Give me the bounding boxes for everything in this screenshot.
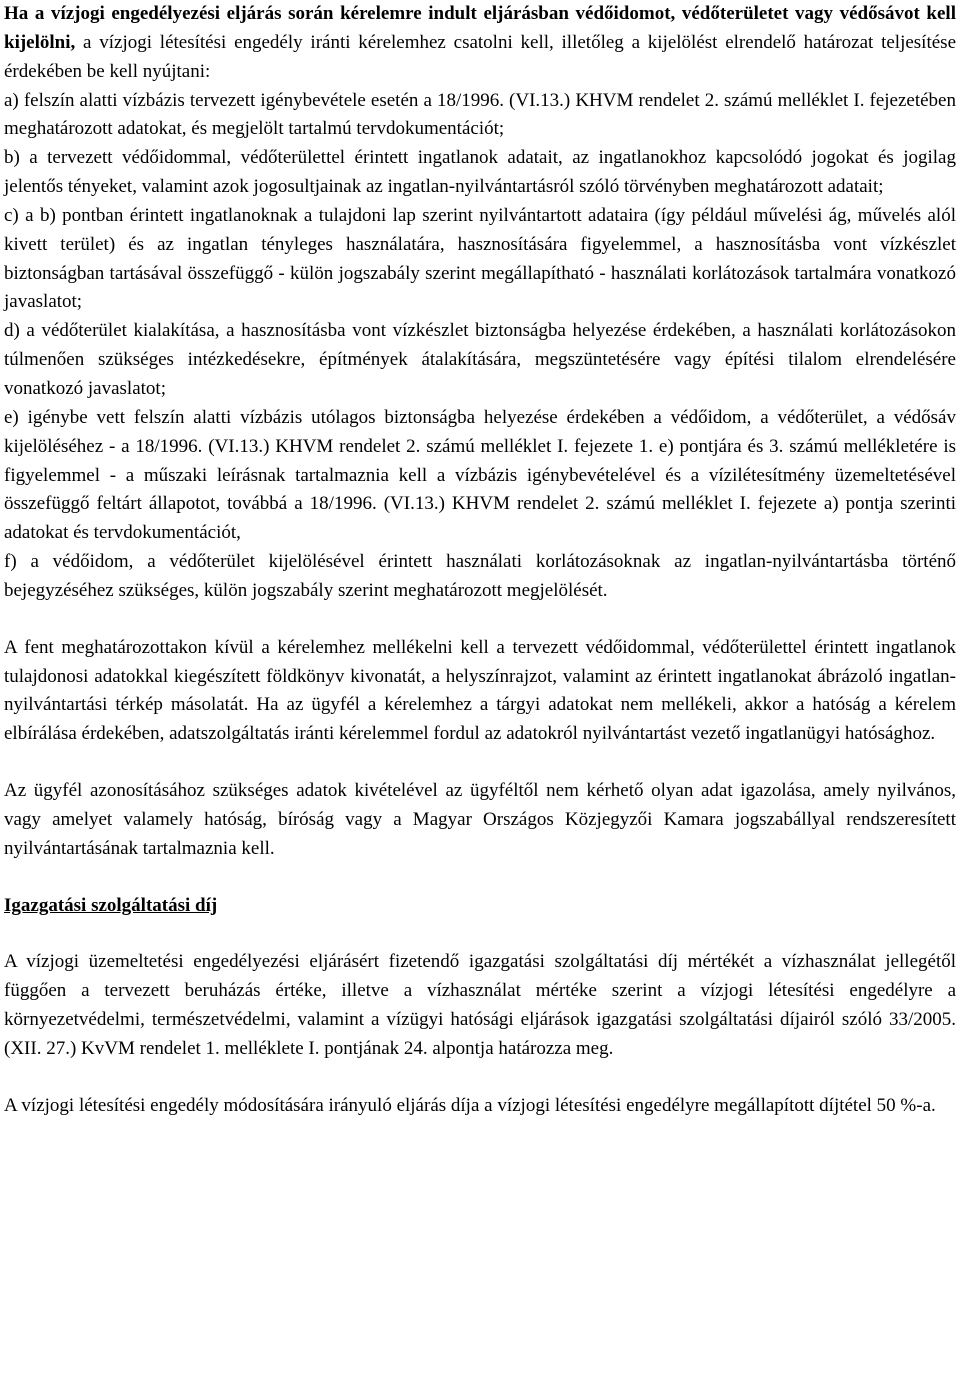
- section-heading: Igazgatási szolgáltatási díj: [4, 894, 218, 916]
- list-item-e: e) igénybe vett felszín alatti vízbázis utólagos biztonságba helyezése érdekében a védőidom, a védőterület, a védősáv kijelöléséhez - a 18/1996. (VI.13.) KHVM rendelet 2. számú melléklet I. fejezete 1. e) pontjára és 3. számú mellékletére is figyelemmel - a műszaki leírásnak tartalmaznia kell a vízbázis igénybevételével és a vízilétesítmény üzemeltetésével összefüggő feltárt állapotot, továbbá a 18/1996. (VI.13.) KHVM rendelet 2. számú melléklet I. fejezete a) pontja szerinti adatokat és tervdokumentációt,: [4, 406, 956, 544]
- document-body: [4, 0, 956, 1121]
- list-item-d: d) a védőterület kialakítása, a hasznosításba vont vízkészlet biztonságba helyezése érdekében, a használati korlátozásokon túlmenően szükséges intézkedésekre, építmények átalakítására, megszüntetésére vagy építési tilalom elrendelésére vonatkozó javaslatot;: [4, 320, 956, 399]
- client-identification-paragraph: Az ügyfél azonosításához szükséges adatok kivételével az ügyféltől nem kérhető olyan adat igazolása, amely nyilvános, vagy amelyet valamely hatóság, bíróság vagy a Magyar Országos Közjegyzői Kamara jogszabállyal rendszeresített nyilvántartásának tartalmaznia kell.: [4, 780, 956, 859]
- intro-bold-text: Ha a vízjogi engedélyezési eljárás során kérelemre indult eljárásban védőidomot, védőterületet vagy védősávot kell kijelölni,: [4, 3, 956, 53]
- attachments-paragraph: A fent meghatározottakon kívül a kérelemhez mellékelni kell a tervezett védőidommal, védőterülettel érintett ingatlanok tulajdonosi adatokkal kiegészített földkönyv kivonatát, a helyszínrajzot, valamint az érintett ingatlanokat ábrázoló ingatlan-nyilvántartási térkép másolatát. Ha az ügyfél a kérelemhez a tárgyi adatokat nem mellékeli, akkor a hatóság a kérelem elbírálása érdekében, adatszolgáltatás iránti kérelemmel fordul az adatokról nyilvántartást vezető ingatlanügyi hatósághoz.: [4, 636, 956, 745]
- fee-paragraph: A vízjogi üzemeltetési engedélyezési eljárásért fizetendő igazgatási szolgáltatási díj mértékét a vízhasználat jellegétől függően a tervezett beruházás értéke, illetve a vízhasználat mértéke szerint a vízjogi létesítési engedélyre a környezetvédelmi, természetvédelmi, valamint a vízügyi hatósági eljárások igazgatási szolgáltatási díjairól szóló 33/2005. (XII. 27.) KvVM rendelet 1. melléklete I. pontjának 24. alpontja határozza meg.: [4, 951, 956, 1059]
- list-item-a: a) felszín alatti vízbázis tervezett igénybevétele esetén a 18/1996. (VI.13.) KHVM rendelet 2. számú melléklet I. fejezetében meghatározott adatokat, és megjelölt tartalmú tervdokumentációt;: [4, 89, 956, 140]
- intro-rest-text: a vízjogi létesítési engedély iránti kérelemhez csatolni kell, illetőleg a kijelölést elrendelő határozat teljesítése érdekében be kell nyújtani:: [4, 31, 956, 82]
- list-item-b: b) a tervezett védőidommal, védőterülettel érintett ingatlanok adatait, az ingatlanokhoz kapcsolódó jogokat és jogilag jelentős tényeket, valamint azok jogosultjainak az ingatlan-nyilvántartásról szóló törvényben meghatározott adatait;: [4, 147, 956, 198]
- modification-fee-paragraph: A vízjogi létesítési engedély módosítására irányuló eljárás díja a vízjogi létesítési engedélyre megállapított díjtétel 50 %-a.: [4, 1094, 936, 1116]
- intro-paragraph: [4, 0, 956, 87]
- list-item-f: f) a védőidom, a védőterület kijelölésével érintett használati korlátozásoknak az ingatlan-nyilvántartásba történő bejegyzéséhez szükséges, külön jogszabály szerint meghatározott megjelölését.: [4, 551, 956, 601]
- list-item-c: c) a b) pontban érintett ingatlanoknak a tulajdoni lap szerint nyilvántartott adataira (így például művelési ág, művelés alól kivett terület) és az ingatlan tényleges használatára, hasznosítására figyelemmel, a hasznosításba vont vízkészlet biztonságban tartásával összefüggő - külön jogszabály szerint megállapítható - használati korlátozások tartalmára vonatkozó javaslatot;: [4, 204, 956, 313]
